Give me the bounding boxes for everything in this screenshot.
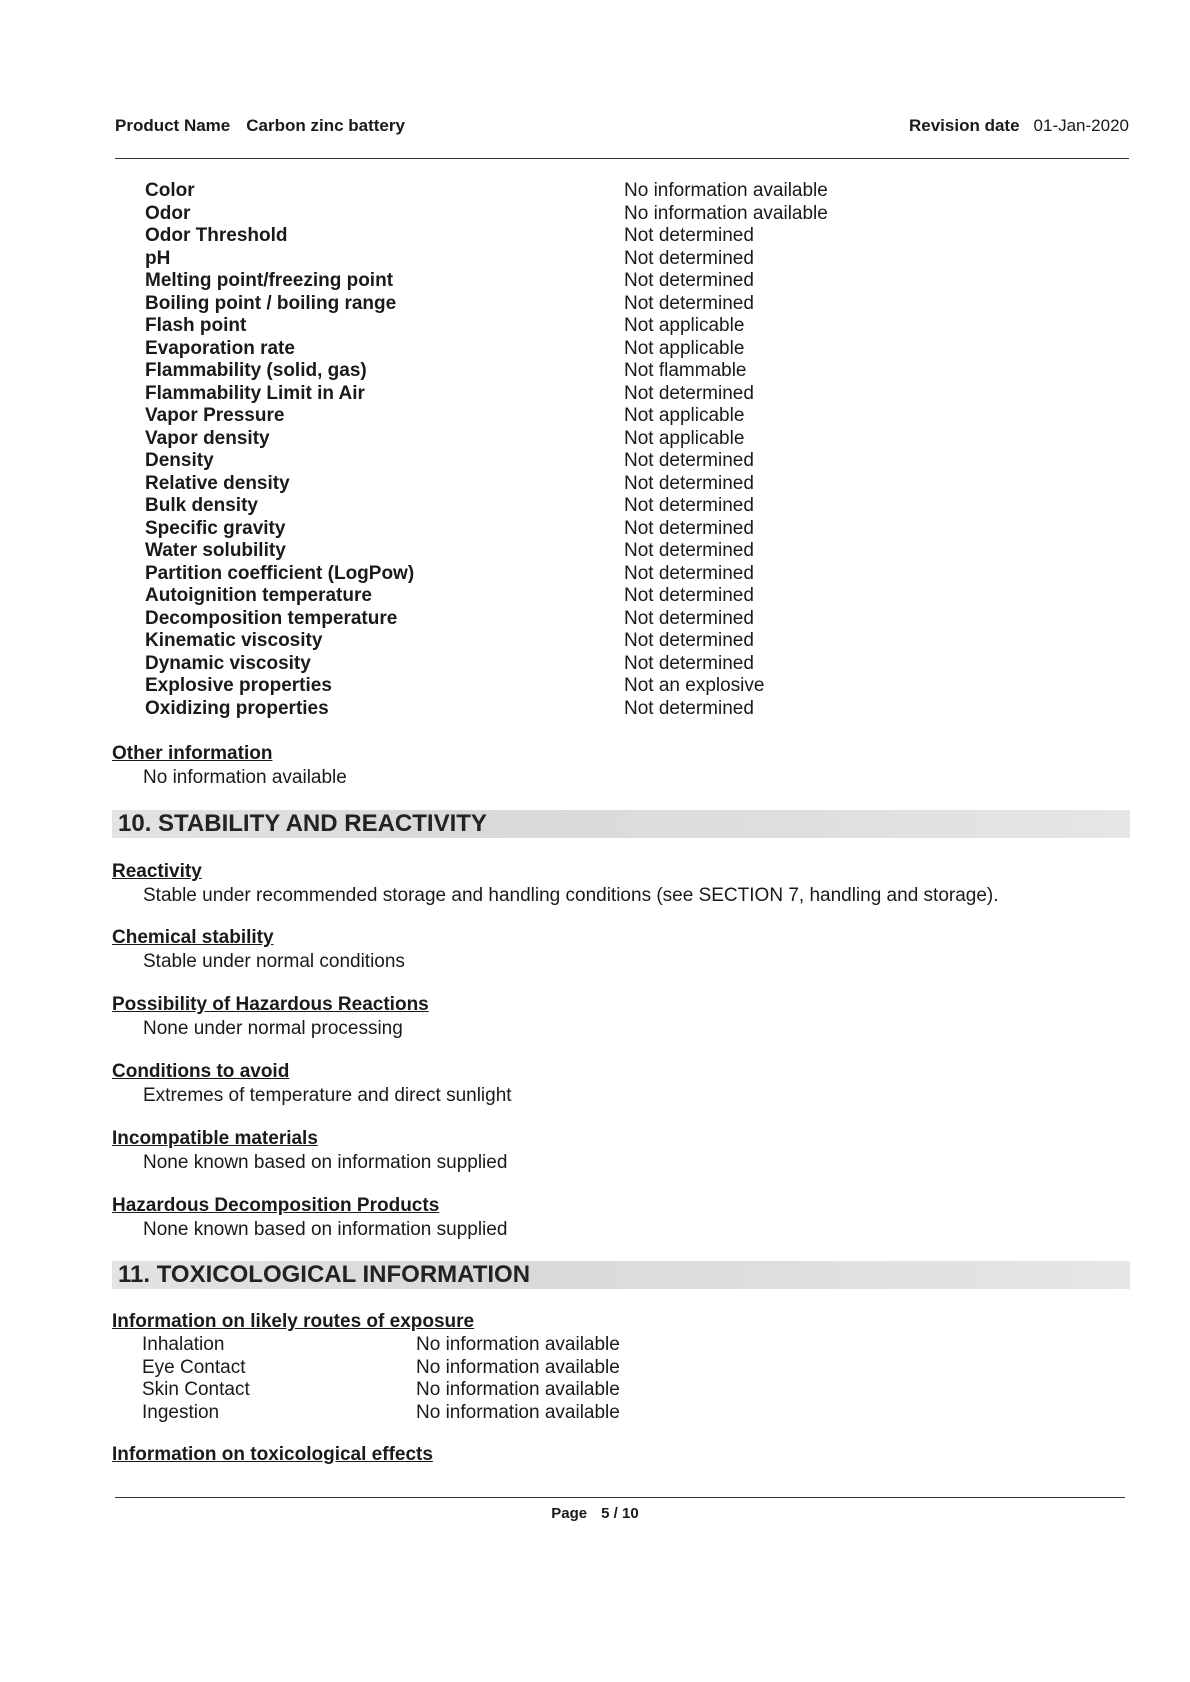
property-value: Not determined	[624, 562, 754, 584]
property-row	[145, 675, 1045, 698]
hazardous-reactions-text: None under normal processing	[143, 1018, 403, 1039]
property-name: Flammability (solid, gas)	[145, 360, 367, 381]
property-name: Color	[145, 180, 195, 201]
toxicological-effects-heading	[112, 1444, 433, 1466]
page-footer	[0, 1505, 1190, 1522]
property-name: pH	[145, 247, 171, 269]
property-row	[145, 473, 1045, 496]
exposure-route-value: No information available	[416, 1379, 620, 1400]
property-value: Not determined	[624, 292, 754, 314]
property-name: Bulk density	[145, 495, 258, 516]
property-value: Not applicable	[624, 315, 745, 336]
physical-properties-table	[145, 180, 1045, 720]
property-row	[145, 428, 1045, 451]
property-value: Not an explosive	[624, 675, 765, 696]
property-row	[145, 495, 1045, 518]
product-name-label: Product Name	[115, 116, 231, 135]
property-name: Odor	[145, 202, 191, 224]
property-row	[145, 698, 1045, 721]
exposure-routes-heading	[112, 1311, 474, 1333]
conditions-to-avoid-heading	[112, 1061, 289, 1083]
property-name: Boiling point / boiling range	[145, 292, 397, 314]
property-name: Vapor Pressure	[145, 405, 285, 426]
decomposition-products-heading-text: Hazardous Decomposition Products	[112, 1195, 440, 1216]
incompatible-materials-heading	[112, 1128, 318, 1150]
other-information-text: No information available	[143, 767, 347, 788]
property-row	[145, 315, 1045, 338]
exposure-route-row	[142, 1357, 742, 1380]
property-value: No information available	[624, 202, 828, 224]
property-name: Partition coefficient (LogPow)	[145, 562, 415, 584]
property-value: Not determined	[624, 607, 754, 629]
exposure-route-value: No information available	[416, 1356, 620, 1378]
property-name: Odor Threshold	[145, 225, 288, 246]
property-row	[145, 540, 1045, 563]
revision-date-value: 01-Jan-2020	[1033, 116, 1129, 135]
section-11-bar	[112, 1261, 1130, 1289]
section-10-bar	[112, 810, 1130, 838]
property-name: Relative density	[145, 472, 290, 494]
property-row	[145, 450, 1045, 473]
property-value: Not applicable	[624, 427, 745, 449]
reactivity-text: Stable under recommended storage and handling conditions (see SECTION 7, handling and storage).	[143, 885, 999, 906]
property-value: Not determined	[624, 382, 754, 404]
property-row	[145, 518, 1045, 541]
toxicological-effects-heading-text: Information on toxicological effects	[112, 1444, 433, 1465]
decomposition-products-text: None known based on information supplied	[143, 1219, 508, 1240]
property-row	[145, 563, 1045, 586]
property-row	[145, 338, 1045, 361]
property-name: Density	[145, 450, 214, 471]
exposure-route-row	[142, 1334, 742, 1357]
revision-date-field	[909, 116, 1129, 136]
property-value: Not determined	[624, 495, 754, 516]
property-name: Dynamic viscosity	[145, 652, 311, 674]
property-row	[145, 653, 1045, 676]
property-name: Flammability Limit in Air	[145, 382, 365, 404]
section-10-title: 10. STABILITY AND REACTIVITY	[118, 810, 487, 837]
page-label: Page	[551, 1505, 588, 1522]
chemical-stability-text: Stable under normal conditions	[143, 951, 405, 972]
property-value: Not determined	[624, 517, 754, 539]
reactivity-heading	[112, 861, 202, 883]
chemical-stability-heading-text: Chemical stability	[112, 927, 274, 948]
property-value: Not applicable	[624, 337, 745, 359]
footer-rule	[115, 1497, 1125, 1498]
property-row	[145, 248, 1045, 271]
property-row	[145, 293, 1045, 316]
exposure-route-name: Ingestion	[142, 1401, 220, 1423]
property-row	[145, 630, 1045, 653]
page-number: 5 / 10	[601, 1505, 639, 1522]
reactivity-heading-text: Reactivity	[112, 861, 202, 882]
incompatible-materials-heading-text: Incompatible materials	[112, 1128, 318, 1149]
other-information-heading	[112, 743, 272, 765]
property-value: Not determined	[624, 540, 754, 561]
property-row	[145, 270, 1045, 293]
property-value: Not determined	[624, 247, 754, 269]
other-information-heading-text: Other information	[112, 743, 273, 764]
property-value: Not determined	[624, 585, 754, 606]
section-11-title: 11. TOXICOLOGICAL INFORMATION	[118, 1261, 531, 1288]
property-row	[145, 203, 1045, 226]
property-name: Vapor density	[145, 427, 270, 449]
property-name: Explosive properties	[145, 675, 332, 696]
property-value: No information available	[624, 180, 828, 201]
property-row	[145, 585, 1045, 608]
property-name: Specific gravity	[145, 517, 286, 539]
decomposition-products-heading	[112, 1195, 439, 1217]
chemical-stability-heading	[112, 927, 274, 949]
revision-date-label: Revision date	[908, 116, 1020, 135]
property-row	[145, 608, 1045, 631]
exposure-route-value: No information available	[416, 1401, 620, 1423]
exposure-route-row	[142, 1402, 742, 1425]
exposure-routes-heading-text: Information on likely routes of exposure	[112, 1311, 475, 1332]
header-rule	[115, 158, 1129, 159]
property-name: Water solubility	[145, 540, 286, 561]
product-name-value: Carbon zinc battery	[246, 116, 405, 135]
conditions-to-avoid-text: Extremes of temperature and direct sunlight	[143, 1085, 512, 1106]
exposure-route-value: No information available	[416, 1334, 620, 1355]
hazardous-reactions-heading-text: Possibility of Hazardous Reactions	[112, 994, 429, 1015]
property-value: Not determined	[624, 270, 754, 291]
incompatible-materials-text: None known based on information supplied	[143, 1152, 508, 1173]
hazardous-reactions-heading	[112, 994, 429, 1016]
property-name: Oxidizing properties	[145, 697, 329, 719]
property-value: Not determined	[624, 450, 754, 471]
property-row	[145, 360, 1045, 383]
product-name-field	[115, 116, 405, 136]
exposure-route-name: Skin Contact	[142, 1379, 250, 1400]
property-row	[145, 383, 1045, 406]
property-value: Not flammable	[624, 360, 747, 381]
property-name: Flash point	[145, 315, 247, 336]
property-value: Not determined	[624, 630, 754, 651]
property-row	[145, 405, 1045, 428]
property-name: Decomposition temperature	[145, 607, 398, 629]
property-name: Melting point/freezing point	[145, 270, 394, 291]
property-name: Kinematic viscosity	[145, 630, 323, 651]
property-value: Not determined	[624, 652, 754, 674]
conditions-to-avoid-heading-text: Conditions to avoid	[112, 1061, 290, 1082]
exposure-routes-table	[142, 1334, 742, 1424]
exposure-route-name: Inhalation	[142, 1334, 225, 1355]
exposure-route-row	[142, 1379, 742, 1402]
property-row	[145, 225, 1045, 248]
property-value: Not determined	[624, 472, 754, 494]
property-value: Not determined	[624, 225, 754, 246]
property-name: Evaporation rate	[145, 337, 295, 359]
property-row	[145, 180, 1045, 203]
property-value: Not determined	[624, 697, 754, 719]
property-value: Not applicable	[624, 405, 745, 426]
exposure-route-name: Eye Contact	[142, 1356, 246, 1378]
property-name: Autoignition temperature	[145, 585, 372, 606]
